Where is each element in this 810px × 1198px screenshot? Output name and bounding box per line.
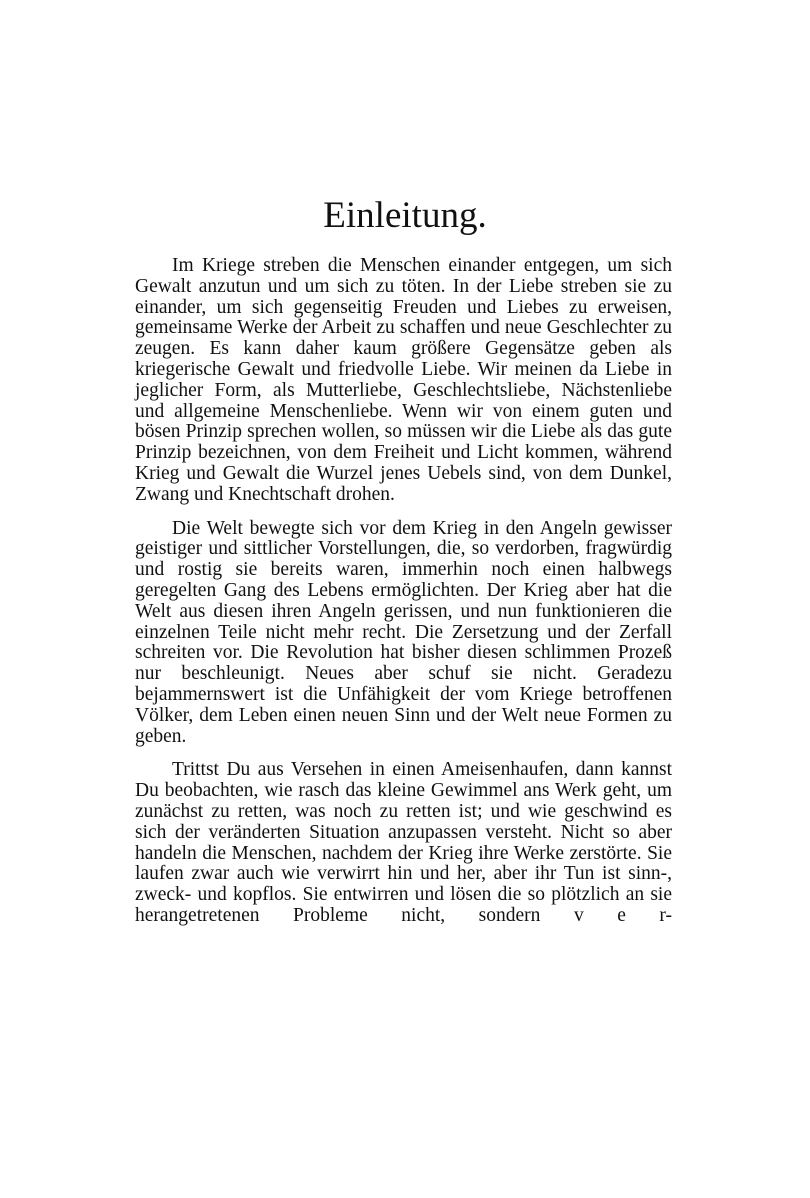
paragraph-1: Im Kriege streben die Menschen einander entgegen, um sich Gewalt anzutun und um sich zu töten. In der Liebe streben sie zu einander, um sich gegenseitig Freuden und Liebes zu erweisen, gemeinsame Werke der Arbeit zu schaffen und neue Geschlechter zu zeugen. Es kann daher kaum größere Gegensätze geben als kriegerische Gewalt und friedvolle Liebe. Wir meinen da Liebe in jeglicher Form, als Mutterliebe, Geschlechtsliebe, Nächstenliebe und allgemeine Menschenliebe. Wenn wir von einem guten und bösen Prinzip sprechen wollen, so müssen wir die Liebe als das gute Prinzip bezeichnen, von dem Freiheit und Licht kommen, während Krieg und Gewalt die Wurzel jenes Uebels sind, von dem Dunkel, Zwang und Knechtschaft drohen.	[135, 255, 672, 505]
chapter-title: Einleitung.	[323, 195, 487, 236]
paragraph-2: Die Welt bewegte sich vor dem Krieg in den Angeln gewisser geistiger und sittlicher Vorstellungen, die, so verdorben, fragwürdig und rostig sie bereits waren, immerhin noch einen halbwegs geregelten Gang des Lebens ermöglichten. Der Krieg aber hat die Welt aus diesen ihren Angeln gerissen, und nun funktionieren die einzelnen Teile nicht mehr recht. Die Zersetzung und der Zerfall schreiten vor. Die Revolution hat bisher diesen schlimmen Prozeß nur beschleunigt. Neues aber schuf sie nicht. Geradezu bejammernswert ist die Unfähigkeit der vom Kriege betroffenen Völker, dem Leben einen neuen Sinn und der Welt neue Formen zu geben.	[135, 517, 672, 747]
paragraph-3: Trittst Du aus Versehen in einen Ameisenhaufen, dann kannst Du beobachten, wie rasch das kleine Gewimmel ans Werk geht, um zunächst zu retten, was noch zu retten ist; und wie geschwind es sich der veränderten Situation anzupassen versteht. Nicht so aber handeln die Menschen, nachdem der Krieg ihre Werke zerstörte. Sie laufen zwar auch wie verwirrt hin und her, aber ihr Tun ist sinn-, zweck- und kopflos. Sie entwirren und lösen die so plötzlich an sie herangetretenen Probleme nicht, sondern v e r-	[135, 759, 672, 926]
chapter-body	[135, 256, 672, 940]
